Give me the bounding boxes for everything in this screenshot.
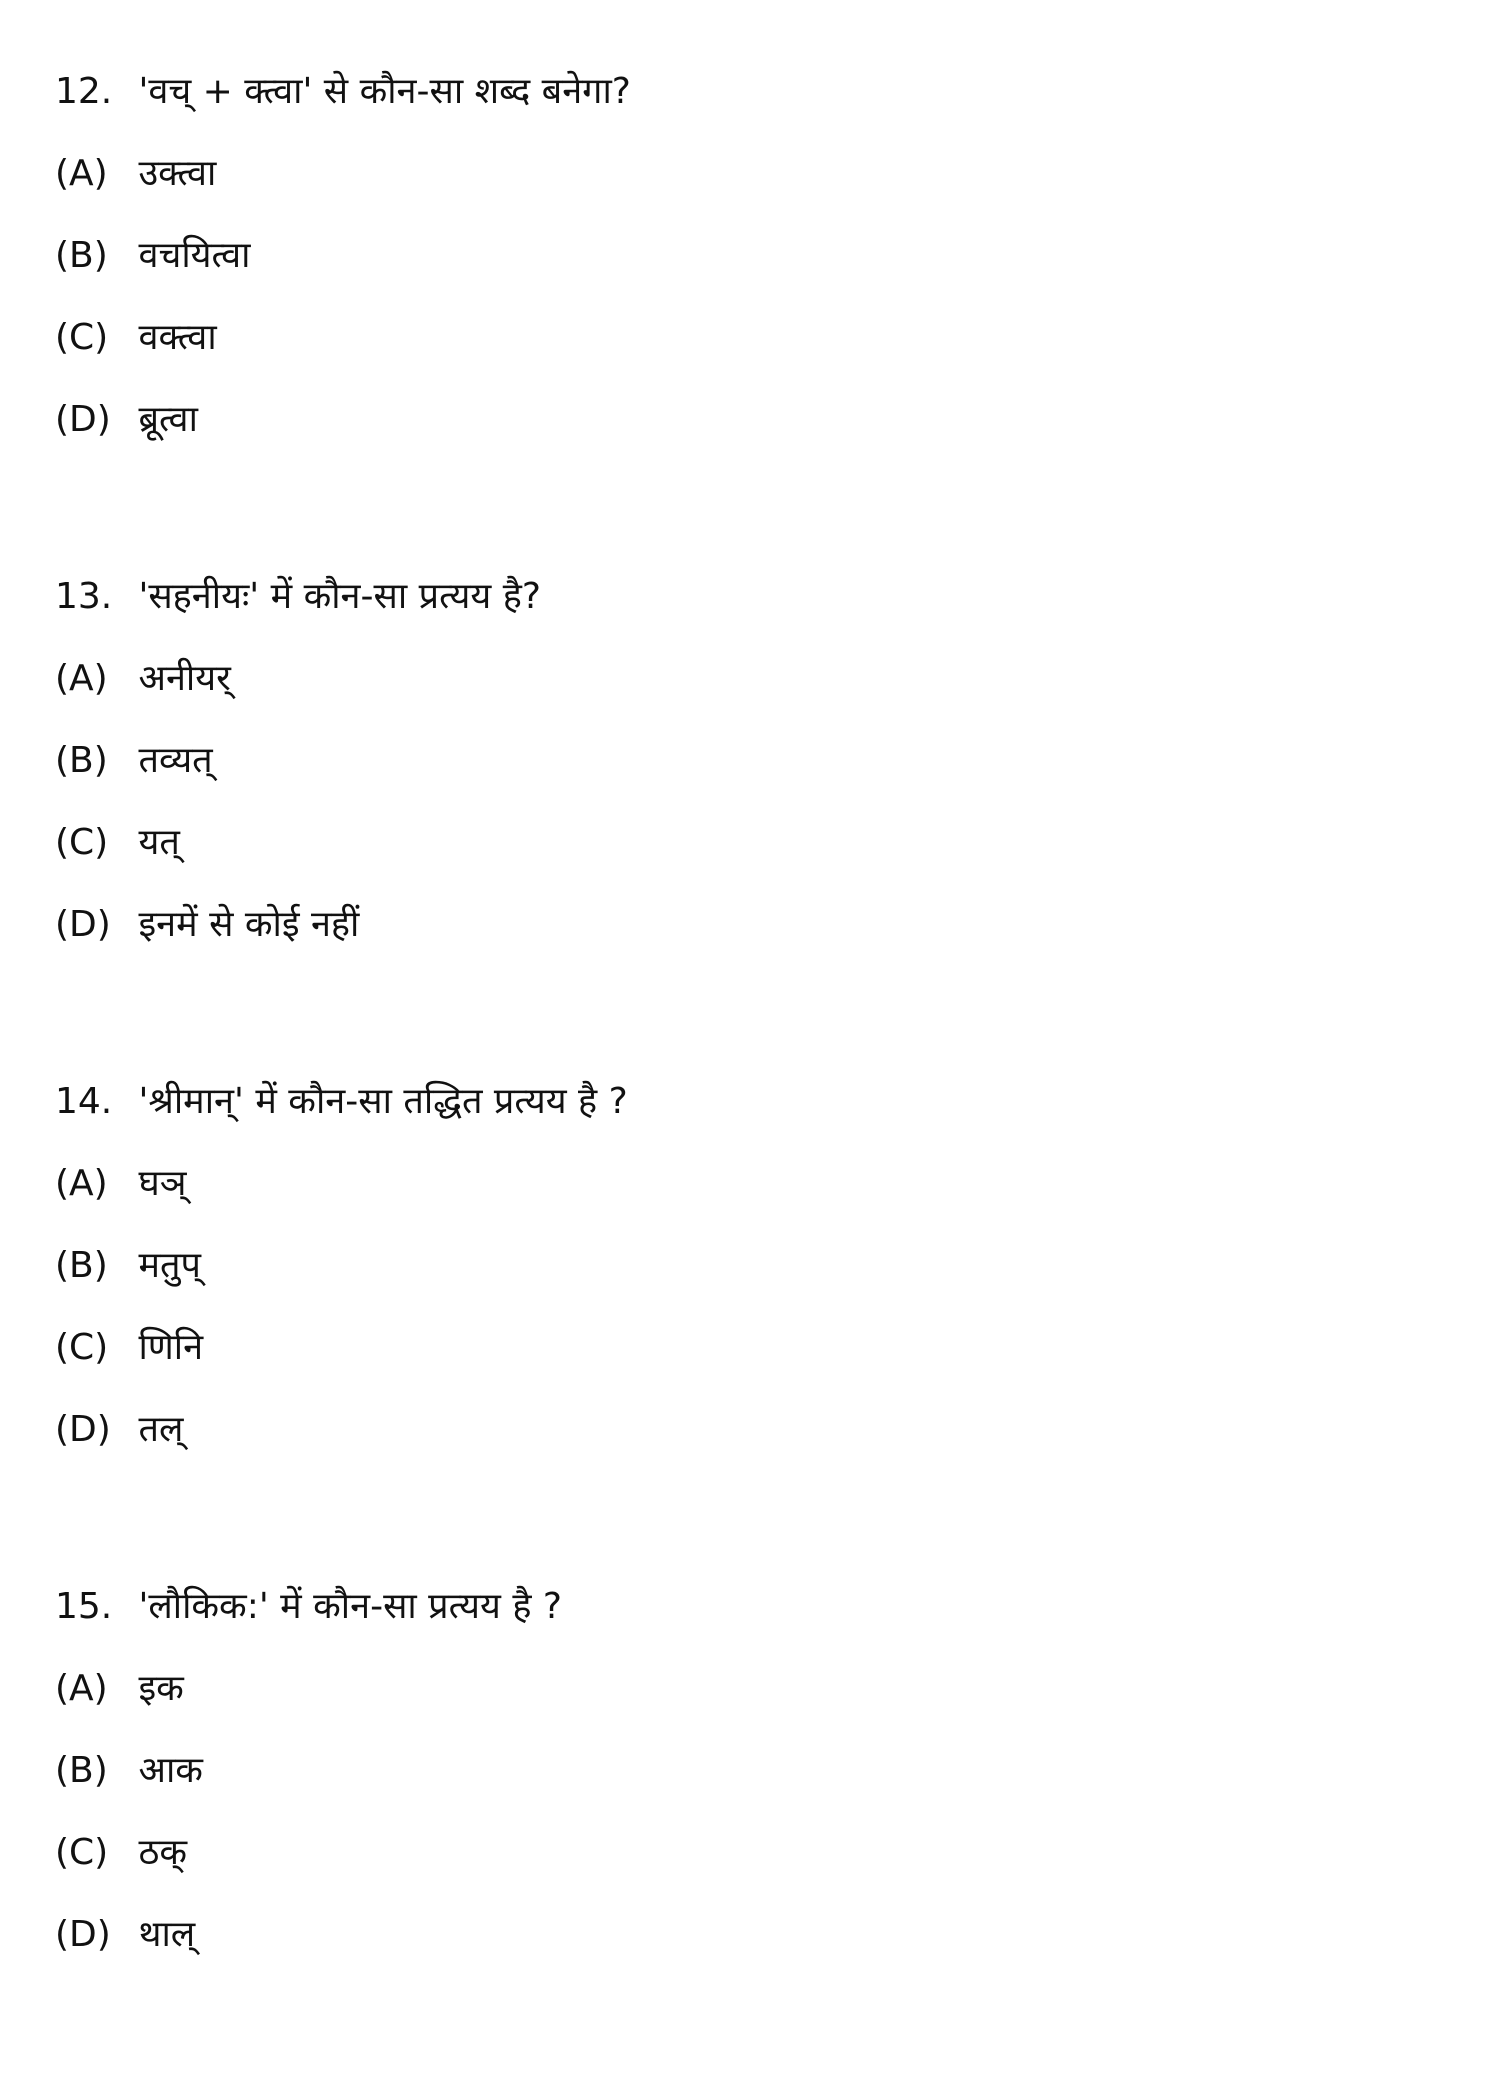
option-text: उक्त्वा [138,153,217,194]
question-number: 13. [55,576,113,617]
option-text: घञ् [138,1163,187,1204]
option-text: तल् [138,1409,184,1450]
option-d [55,1913,1455,1995]
option-letter: (B) [55,1245,108,1286]
question-line [55,1585,1455,1667]
question-15 [55,1585,1455,1995]
option-letter: (A) [55,1163,108,1204]
option-d [55,398,1455,480]
question-number: 15. [55,1586,113,1627]
option-letter: (D) [55,399,111,440]
option-a [55,152,1455,234]
option-text: ब्रूत्वा [138,399,198,440]
option-text: इनमें से कोई नहीं [138,904,360,945]
option-letter: (B) [55,740,108,781]
option-letter: (C) [55,822,109,863]
question-line [55,1080,1455,1162]
option-text: अनीयर् [138,658,231,699]
option-b [55,234,1455,316]
option-letter: (A) [55,1668,108,1709]
option-a [55,1162,1455,1244]
option-text: थाल् [138,1914,196,1955]
option-c [55,1831,1455,1913]
option-letter: (A) [55,153,108,194]
option-letter: (C) [55,1327,109,1368]
option-letter: (D) [55,904,111,945]
question-12 [55,70,1455,480]
option-letter: (C) [55,1832,109,1873]
option-a [55,657,1455,739]
option-d [55,903,1455,985]
option-text: ठक् [138,1832,188,1873]
option-letter: (B) [55,235,108,276]
option-a [55,1667,1455,1749]
question-number: 14. [55,1081,113,1122]
question-line [55,70,1455,152]
question-text: 'लौकिक:' में कौन-सा प्रत्यय है ? [138,1586,562,1627]
option-text: तव्यत् [138,740,213,781]
question-text: 'श्रीमान्' में कौन-सा तद्धित प्रत्यय है ? [138,1081,628,1122]
question-text: 'सहनीयः' में कौन-सा प्रत्यय है? [138,576,541,617]
option-c [55,1326,1455,1408]
option-letter: (B) [55,1750,108,1791]
question-13 [55,575,1455,985]
option-text: मतुप् [138,1245,201,1286]
option-b [55,1244,1455,1326]
option-text: वचयित्वा [138,235,251,276]
question-text: 'वच् + क्त्वा' से कौन-सा शब्द बनेगा? [138,71,631,112]
option-b [55,1749,1455,1831]
option-c [55,821,1455,903]
question-page [55,70,1455,2090]
option-text: यत् [138,822,180,863]
question-number: 12. [55,71,113,112]
option-text: णिनि [138,1327,204,1368]
option-text: आक [138,1750,203,1791]
option-letter: (D) [55,1914,111,1955]
option-text: वक्त्वा [138,317,217,358]
option-b [55,739,1455,821]
option-letter: (D) [55,1409,111,1450]
option-letter: (A) [55,658,108,699]
option-text: इक [138,1668,184,1709]
option-letter: (C) [55,317,109,358]
option-c [55,316,1455,398]
question-line [55,575,1455,657]
question-14 [55,1080,1455,1490]
option-d [55,1408,1455,1490]
